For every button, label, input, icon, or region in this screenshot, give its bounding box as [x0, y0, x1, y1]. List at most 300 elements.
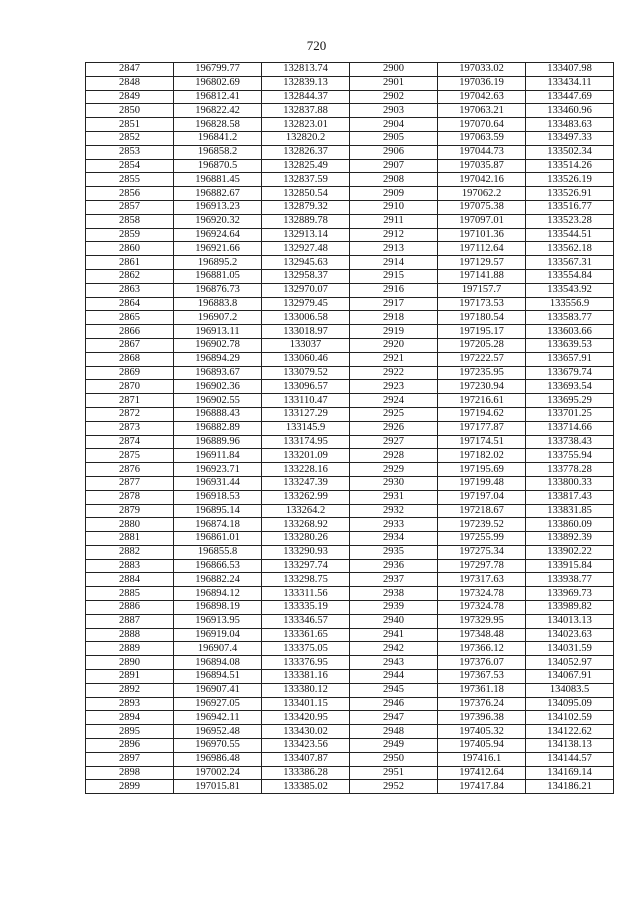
y-coordinate-right: 134122.62: [526, 725, 614, 739]
x-coordinate-right: 197062.2: [438, 187, 526, 201]
y-coordinate-left: 133381.16: [262, 670, 350, 684]
x-coordinate-left: 196812.41: [174, 90, 262, 104]
point-number-left: 2895: [86, 725, 174, 739]
y-coordinate-right: 133434.11: [526, 76, 614, 90]
x-coordinate-left: 196882.67: [174, 187, 262, 201]
coordinates-table: [85, 62, 614, 794]
point-number-left: 2898: [86, 766, 174, 780]
x-coordinate-right: 197205.28: [438, 338, 526, 352]
y-coordinate-right: 133800.33: [526, 476, 614, 490]
y-coordinate-left: 133335.19: [262, 601, 350, 615]
point-number-right: 2901: [350, 76, 438, 90]
x-coordinate-right: 197396.38: [438, 711, 526, 725]
y-coordinate-right: 134083.5: [526, 683, 614, 697]
y-coordinate-right: 133523.28: [526, 214, 614, 228]
x-coordinate-left: 196866.53: [174, 559, 262, 573]
point-number-left: 2877: [86, 476, 174, 490]
table-row: [86, 131, 614, 145]
y-coordinate-left: 133401.15: [262, 697, 350, 711]
y-coordinate-right: 134013.13: [526, 614, 614, 628]
point-number-right: 2934: [350, 532, 438, 546]
y-coordinate-right: 133969.73: [526, 587, 614, 601]
table-row: [86, 394, 614, 408]
table-row: [86, 187, 614, 201]
point-number-left: 2871: [86, 394, 174, 408]
x-coordinate-left: 196902.55: [174, 394, 262, 408]
point-number-right: 2944: [350, 670, 438, 684]
point-number-right: 2931: [350, 490, 438, 504]
x-coordinate-left: 196918.53: [174, 490, 262, 504]
x-coordinate-left: 196874.18: [174, 518, 262, 532]
x-coordinate-right: 197063.21: [438, 104, 526, 118]
table-row: [86, 725, 614, 739]
y-coordinate-left: 132837.59: [262, 173, 350, 187]
x-coordinate-left: 196902.78: [174, 338, 262, 352]
x-coordinate-left: 196924.64: [174, 228, 262, 242]
point-number-right: 2932: [350, 504, 438, 518]
point-number-right: 2952: [350, 780, 438, 794]
point-number-left: 2869: [86, 366, 174, 380]
x-coordinate-left: 196841.2: [174, 131, 262, 145]
point-number-right: 2927: [350, 435, 438, 449]
table-row: [86, 683, 614, 697]
point-number-right: 2943: [350, 656, 438, 670]
point-number-right: 2924: [350, 394, 438, 408]
table-row: [86, 628, 614, 642]
x-coordinate-right: 197376.07: [438, 656, 526, 670]
y-coordinate-right: 133902.22: [526, 545, 614, 559]
x-coordinate-left: 196907.41: [174, 683, 262, 697]
table-row: [86, 752, 614, 766]
y-coordinate-right: 133695.29: [526, 394, 614, 408]
x-coordinate-right: 197235.95: [438, 366, 526, 380]
point-number-left: 2857: [86, 200, 174, 214]
x-coordinate-left: 196986.48: [174, 752, 262, 766]
x-coordinate-right: 197194.62: [438, 407, 526, 421]
y-coordinate-right: 134169.14: [526, 766, 614, 780]
x-coordinate-right: 197173.53: [438, 297, 526, 311]
x-coordinate-left: 196907.2: [174, 311, 262, 325]
y-coordinate-left: 133060.46: [262, 352, 350, 366]
point-number-left: 2868: [86, 352, 174, 366]
y-coordinate-left: 132958.37: [262, 269, 350, 283]
x-coordinate-right: 197063.59: [438, 131, 526, 145]
y-coordinate-left: 132826.37: [262, 145, 350, 159]
x-coordinate-right: 197036.19: [438, 76, 526, 90]
y-coordinate-right: 133543.92: [526, 283, 614, 297]
y-coordinate-right: 134186.21: [526, 780, 614, 794]
point-number-right: 2937: [350, 573, 438, 587]
table-row: [86, 104, 614, 118]
table-row: [86, 739, 614, 753]
y-coordinate-right: 134138.13: [526, 739, 614, 753]
page-number: 720: [306, 38, 327, 53]
x-coordinate-right: 197195.69: [438, 463, 526, 477]
table-row: [86, 601, 614, 615]
table-row: [86, 587, 614, 601]
point-number-right: 2922: [350, 366, 438, 380]
table-row: [86, 63, 614, 77]
table-row: [86, 283, 614, 297]
table-row: [86, 421, 614, 435]
point-number-left: 2873: [86, 421, 174, 435]
point-number-left: 2883: [86, 559, 174, 573]
point-number-right: 2923: [350, 380, 438, 394]
point-number-left: 2894: [86, 711, 174, 725]
table-row: [86, 670, 614, 684]
point-number-left: 2872: [86, 407, 174, 421]
point-number-right: 2941: [350, 628, 438, 642]
table-row: [86, 573, 614, 587]
point-number-right: 2907: [350, 159, 438, 173]
y-coordinate-left: 133174.95: [262, 435, 350, 449]
point-number-left: 2864: [86, 297, 174, 311]
point-number-left: 2863: [86, 283, 174, 297]
x-coordinate-right: 197255.99: [438, 532, 526, 546]
x-coordinate-left: 196828.58: [174, 118, 262, 132]
x-coordinate-left: 196881.45: [174, 173, 262, 187]
x-coordinate-right: 197222.57: [438, 352, 526, 366]
x-coordinate-right: 197129.57: [438, 256, 526, 270]
table-row: [86, 504, 614, 518]
y-coordinate-right: 133407.98: [526, 63, 614, 77]
table-row: [86, 545, 614, 559]
table-row: [86, 118, 614, 132]
table-row: [86, 711, 614, 725]
x-coordinate-left: 196902.36: [174, 380, 262, 394]
y-coordinate-left: 133420.95: [262, 711, 350, 725]
x-coordinate-right: 197416.1: [438, 752, 526, 766]
y-coordinate-left: 133110.47: [262, 394, 350, 408]
point-number-left: 2861: [86, 256, 174, 270]
y-coordinate-left: 133423.56: [262, 739, 350, 753]
y-coordinate-right: 133603.66: [526, 325, 614, 339]
point-number-right: 2936: [350, 559, 438, 573]
table-row: [86, 214, 614, 228]
point-number-right: 2905: [350, 131, 438, 145]
x-coordinate-left: 196888.43: [174, 407, 262, 421]
point-number-right: 2909: [350, 187, 438, 201]
x-coordinate-left: 197015.81: [174, 780, 262, 794]
y-coordinate-right: 133989.82: [526, 601, 614, 615]
x-coordinate-left: 197002.24: [174, 766, 262, 780]
x-coordinate-left: 196942.11: [174, 711, 262, 725]
y-coordinate-right: 134031.59: [526, 642, 614, 656]
y-coordinate-left: 133385.02: [262, 780, 350, 794]
point-number-left: 2866: [86, 325, 174, 339]
y-coordinate-left: 133346.57: [262, 614, 350, 628]
y-coordinate-left: 133201.09: [262, 449, 350, 463]
x-coordinate-right: 197317.63: [438, 573, 526, 587]
y-coordinate-left: 133228.16: [262, 463, 350, 477]
y-coordinate-left: 133380.12: [262, 683, 350, 697]
point-number-right: 2948: [350, 725, 438, 739]
table-row: [86, 476, 614, 490]
x-coordinate-right: 197042.16: [438, 173, 526, 187]
table-row: [86, 352, 614, 366]
point-number-right: 2933: [350, 518, 438, 532]
table-row: [86, 297, 614, 311]
x-coordinate-left: 196895.2: [174, 256, 262, 270]
y-coordinate-left: 133145.9: [262, 421, 350, 435]
x-coordinate-left: 196895.14: [174, 504, 262, 518]
x-coordinate-right: 197218.67: [438, 504, 526, 518]
table-row: [86, 435, 614, 449]
y-coordinate-left: 133127.29: [262, 407, 350, 421]
y-coordinate-right: 133860.09: [526, 518, 614, 532]
point-number-right: 2928: [350, 449, 438, 463]
point-number-left: 2856: [86, 187, 174, 201]
x-coordinate-left: 196858.2: [174, 145, 262, 159]
x-coordinate-right: 197195.17: [438, 325, 526, 339]
point-number-right: 2919: [350, 325, 438, 339]
x-coordinate-left: 196920.32: [174, 214, 262, 228]
y-coordinate-left: 133375.05: [262, 642, 350, 656]
point-number-right: 2946: [350, 697, 438, 711]
x-coordinate-right: 197361.18: [438, 683, 526, 697]
y-coordinate-right: 133778.28: [526, 463, 614, 477]
point-number-left: 2879: [86, 504, 174, 518]
point-number-right: 2921: [350, 352, 438, 366]
point-number-left: 2897: [86, 752, 174, 766]
x-coordinate-left: 196898.19: [174, 601, 262, 615]
y-coordinate-right: 133892.39: [526, 532, 614, 546]
x-coordinate-right: 197070.64: [438, 118, 526, 132]
x-coordinate-right: 197230.94: [438, 380, 526, 394]
table-row: [86, 228, 614, 242]
x-coordinate-left: 196882.24: [174, 573, 262, 587]
point-number-left: 2899: [86, 780, 174, 794]
y-coordinate-left: 132844.37: [262, 90, 350, 104]
table-row: [86, 532, 614, 546]
y-coordinate-right: 133817.43: [526, 490, 614, 504]
point-number-left: 2848: [86, 76, 174, 90]
point-number-left: 2890: [86, 656, 174, 670]
y-coordinate-left: 133268.92: [262, 518, 350, 532]
table-row: [86, 173, 614, 187]
y-coordinate-right: 133516.77: [526, 200, 614, 214]
table-row: [86, 380, 614, 394]
point-number-right: 2938: [350, 587, 438, 601]
x-coordinate-right: 197376.24: [438, 697, 526, 711]
point-number-right: 2929: [350, 463, 438, 477]
point-number-right: 2908: [350, 173, 438, 187]
point-number-right: 2951: [350, 766, 438, 780]
x-coordinate-right: 197348.48: [438, 628, 526, 642]
x-coordinate-left: 196931.44: [174, 476, 262, 490]
x-coordinate-left: 196923.71: [174, 463, 262, 477]
table-row: [86, 697, 614, 711]
x-coordinate-right: 197329.95: [438, 614, 526, 628]
y-coordinate-left: 132823.01: [262, 118, 350, 132]
point-number-left: 2888: [86, 628, 174, 642]
point-number-right: 2949: [350, 739, 438, 753]
x-coordinate-right: 197412.64: [438, 766, 526, 780]
point-number-right: 2935: [350, 545, 438, 559]
y-coordinate-right: 133502.34: [526, 145, 614, 159]
y-coordinate-left: 133361.65: [262, 628, 350, 642]
x-coordinate-right: 197297.78: [438, 559, 526, 573]
x-coordinate-right: 197101.36: [438, 228, 526, 242]
x-coordinate-left: 196921.66: [174, 242, 262, 256]
y-coordinate-left: 132889.78: [262, 214, 350, 228]
y-coordinate-right: 133556.9: [526, 297, 614, 311]
x-coordinate-left: 196889.96: [174, 435, 262, 449]
point-number-left: 2853: [86, 145, 174, 159]
table-row: [86, 449, 614, 463]
y-coordinate-left: 133247.39: [262, 476, 350, 490]
point-number-left: 2849: [86, 90, 174, 104]
y-coordinate-right: 134052.97: [526, 656, 614, 670]
y-coordinate-left: 133262.99: [262, 490, 350, 504]
y-coordinate-right: 133738.43: [526, 435, 614, 449]
y-coordinate-left: 133280.26: [262, 532, 350, 546]
y-coordinate-right: 133567.31: [526, 256, 614, 270]
point-number-left: 2847: [86, 63, 174, 77]
y-coordinate-right: 133831.85: [526, 504, 614, 518]
x-coordinate-left: 196802.69: [174, 76, 262, 90]
y-coordinate-right: 133639.53: [526, 338, 614, 352]
y-coordinate-left: 133006.58: [262, 311, 350, 325]
y-coordinate-left: 133297.74: [262, 559, 350, 573]
point-number-right: 2916: [350, 283, 438, 297]
y-coordinate-right: 133679.74: [526, 366, 614, 380]
table-row: [86, 559, 614, 573]
point-number-right: 2925: [350, 407, 438, 421]
y-coordinate-right: 134095.09: [526, 697, 614, 711]
y-coordinate-left: 132927.48: [262, 242, 350, 256]
x-coordinate-right: 197367.53: [438, 670, 526, 684]
table-row: [86, 518, 614, 532]
table-row: [86, 490, 614, 504]
y-coordinate-left: 133290.93: [262, 545, 350, 559]
y-coordinate-right: 133701.25: [526, 407, 614, 421]
table-row: [86, 159, 614, 173]
x-coordinate-left: 196822.42: [174, 104, 262, 118]
x-coordinate-right: 197239.52: [438, 518, 526, 532]
point-number-left: 2891: [86, 670, 174, 684]
y-coordinate-left: 133037: [262, 338, 350, 352]
x-coordinate-right: 197324.78: [438, 587, 526, 601]
y-coordinate-right: 133915.84: [526, 559, 614, 573]
y-coordinate-right: 133526.19: [526, 173, 614, 187]
x-coordinate-left: 196913.11: [174, 325, 262, 339]
point-number-left: 2858: [86, 214, 174, 228]
point-number-right: 2920: [350, 338, 438, 352]
point-number-right: 2940: [350, 614, 438, 628]
point-number-right: 2912: [350, 228, 438, 242]
table-row: [86, 780, 614, 794]
table-row: [86, 338, 614, 352]
x-coordinate-right: 197177.87: [438, 421, 526, 435]
x-coordinate-right: 197075.38: [438, 200, 526, 214]
y-coordinate-right: 133583.77: [526, 311, 614, 325]
table-row: [86, 242, 614, 256]
x-coordinate-right: 197405.32: [438, 725, 526, 739]
point-number-left: 2881: [86, 532, 174, 546]
x-coordinate-right: 197199.48: [438, 476, 526, 490]
y-coordinate-left: 133376.95: [262, 656, 350, 670]
table-row: [86, 76, 614, 90]
point-number-left: 2855: [86, 173, 174, 187]
x-coordinate-left: 196919.04: [174, 628, 262, 642]
y-coordinate-right: 133938.77: [526, 573, 614, 587]
x-coordinate-right: 197324.78: [438, 601, 526, 615]
point-number-left: 2851: [86, 118, 174, 132]
y-coordinate-left: 133298.75: [262, 573, 350, 587]
x-coordinate-left: 196913.95: [174, 614, 262, 628]
x-coordinate-left: 196882.89: [174, 421, 262, 435]
x-coordinate-left: 196799.77: [174, 63, 262, 77]
x-coordinate-left: 196893.67: [174, 366, 262, 380]
x-coordinate-left: 196970.55: [174, 739, 262, 753]
table-row: [86, 311, 614, 325]
y-coordinate-right: 133514.26: [526, 159, 614, 173]
point-number-left: 2874: [86, 435, 174, 449]
table-row: [86, 256, 614, 270]
x-coordinate-right: 197042.63: [438, 90, 526, 104]
point-number-left: 2886: [86, 601, 174, 615]
point-number-right: 2942: [350, 642, 438, 656]
y-coordinate-left: 132813.74: [262, 63, 350, 77]
point-number-left: 2862: [86, 269, 174, 283]
point-number-left: 2878: [86, 490, 174, 504]
point-number-left: 2884: [86, 573, 174, 587]
point-number-right: 2950: [350, 752, 438, 766]
y-coordinate-right: 133657.91: [526, 352, 614, 366]
x-coordinate-left: 196870.5: [174, 159, 262, 173]
y-coordinate-left: 132839.13: [262, 76, 350, 90]
y-coordinate-left: 132825.49: [262, 159, 350, 173]
point-number-right: 2911: [350, 214, 438, 228]
x-coordinate-left: 196894.12: [174, 587, 262, 601]
y-coordinate-right: 133693.54: [526, 380, 614, 394]
y-coordinate-left: 133386.28: [262, 766, 350, 780]
y-coordinate-right: 133562.18: [526, 242, 614, 256]
y-coordinate-right: 133755.94: [526, 449, 614, 463]
point-number-right: 2902: [350, 90, 438, 104]
y-coordinate-left: 133430.02: [262, 725, 350, 739]
table-row: [86, 269, 614, 283]
x-coordinate-left: 196952.48: [174, 725, 262, 739]
point-number-left: 2854: [86, 159, 174, 173]
x-coordinate-left: 196907.4: [174, 642, 262, 656]
table-row: [86, 407, 614, 421]
point-number-right: 2904: [350, 118, 438, 132]
point-number-left: 2850: [86, 104, 174, 118]
x-coordinate-left: 196855.8: [174, 545, 262, 559]
table-row: [86, 145, 614, 159]
y-coordinate-right: 133460.96: [526, 104, 614, 118]
y-coordinate-right: 133714.66: [526, 421, 614, 435]
y-coordinate-right: 133544.51: [526, 228, 614, 242]
point-number-left: 2875: [86, 449, 174, 463]
point-number-left: 2852: [86, 131, 174, 145]
table-row: [86, 90, 614, 104]
table-row: [86, 366, 614, 380]
point-number-left: 2887: [86, 614, 174, 628]
y-coordinate-left: 133311.56: [262, 587, 350, 601]
y-coordinate-left: 133018.97: [262, 325, 350, 339]
y-coordinate-left: 133264.2: [262, 504, 350, 518]
x-coordinate-right: 197112.64: [438, 242, 526, 256]
y-coordinate-left: 132970.07: [262, 283, 350, 297]
point-number-right: 2900: [350, 63, 438, 77]
point-number-left: 2876: [86, 463, 174, 477]
x-coordinate-left: 196911.84: [174, 449, 262, 463]
x-coordinate-left: 196913.23: [174, 200, 262, 214]
x-coordinate-left: 196861.01: [174, 532, 262, 546]
